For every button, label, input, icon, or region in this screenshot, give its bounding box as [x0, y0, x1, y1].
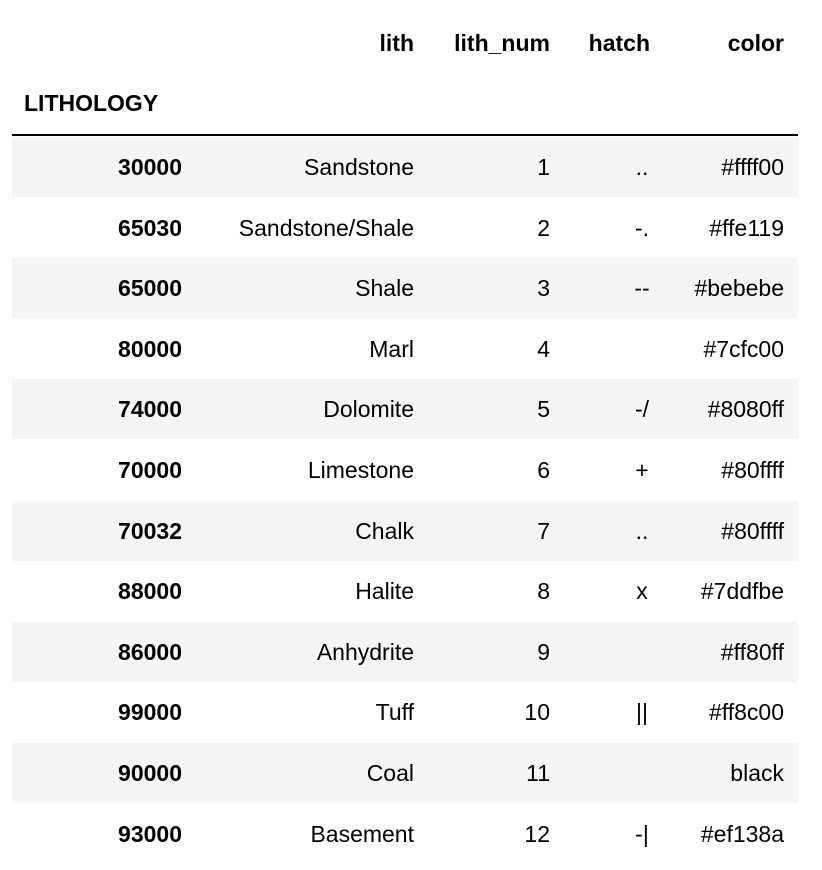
header-divider: [12, 134, 798, 136]
cell-lith: Limestone: [307, 457, 414, 483]
cell-lith-num: 12: [524, 820, 550, 847]
table-row: [12, 561, 798, 621]
row-index: 65030: [118, 214, 182, 241]
row-index: 99000: [118, 699, 182, 726]
cell-lith: Basement: [310, 820, 414, 847]
cell-lith: Sandstone/Shale: [238, 214, 414, 241]
column-header-hatch: hatch: [588, 30, 650, 56]
cell-lith-num: 8: [537, 578, 550, 605]
cell-lith: Sandstone: [304, 154, 414, 180]
index-name-header: LITHOLOGY: [24, 90, 159, 116]
column-header-lith-num: lith_num: [454, 30, 550, 56]
cell-lith-num: 9: [537, 638, 550, 665]
cell-color: #ffff00: [721, 154, 784, 180]
cell-lith: Anhydrite: [316, 638, 414, 665]
cell-color: #7cfc00: [703, 335, 784, 362]
cell-lith-num: 11: [526, 760, 550, 786]
cell-hatch: -/: [634, 396, 650, 423]
cell-hatch: +: [635, 457, 649, 483]
table-row: [12, 622, 798, 682]
cell-lith-num: 3: [537, 275, 550, 302]
table-row: [12, 682, 798, 742]
cell-lith-num: 5: [537, 396, 550, 423]
cell-lith: Shale: [355, 275, 414, 302]
cell-hatch: -.: [634, 214, 650, 241]
cell-color: #8080ff: [707, 396, 784, 423]
table-row: [12, 258, 798, 318]
cell-lith: Chalk: [355, 517, 414, 544]
row-index: 65000: [118, 275, 182, 302]
row-index: 90000: [118, 760, 182, 786]
cell-lith-num: 6: [537, 457, 550, 483]
cell-lith-num: 7: [537, 517, 550, 544]
row-index: 70000: [118, 457, 182, 483]
cell-hatch: --: [634, 275, 650, 302]
cell-lith: Dolomite: [323, 396, 414, 423]
cell-hatch: -|: [635, 820, 649, 847]
row-index: 30000: [118, 154, 182, 180]
row-index: 88000: [118, 578, 182, 605]
cell-color: #ff80ff: [720, 638, 784, 665]
cell-hatch: ..: [635, 517, 649, 544]
table-row: [12, 137, 798, 197]
table-row: [12, 319, 798, 379]
cell-color: #ffe119: [709, 214, 784, 241]
row-index: 80000: [118, 335, 182, 362]
cell-hatch: ||: [636, 699, 648, 726]
column-header-lith: lith: [379, 30, 414, 56]
cell-hatch: x: [636, 578, 648, 605]
cell-lith-num: 1: [537, 154, 550, 180]
cell-lith: Marl: [369, 335, 414, 362]
cell-color: #80ffff: [721, 457, 784, 483]
cell-lith-num: 4: [537, 335, 550, 362]
cell-color: black: [730, 760, 784, 786]
table-row: [12, 379, 798, 439]
cell-lith-num: 2: [537, 214, 550, 241]
cell-color: #7ddfbe: [700, 578, 784, 605]
table-row: [12, 440, 798, 500]
cell-color: #ef138a: [700, 820, 784, 847]
cell-lith: Tuff: [375, 699, 414, 726]
row-index: 86000: [118, 638, 182, 665]
column-header-color: color: [727, 30, 784, 56]
table-row: [12, 804, 798, 864]
table-row: [12, 743, 798, 803]
cell-hatch: ..: [635, 154, 649, 180]
cell-color: #ff8c00: [708, 699, 784, 726]
row-index: 74000: [118, 396, 182, 423]
row-index: 70032: [118, 517, 182, 544]
cell-lith: Halite: [355, 578, 414, 605]
cell-color: #bebebe: [694, 275, 784, 302]
cell-lith-num: 10: [524, 699, 550, 726]
table-row: [12, 198, 798, 258]
cell-color: #80ffff: [721, 517, 784, 544]
table-header: [0, 0, 798, 135]
row-index: 93000: [118, 820, 182, 847]
table-row: [12, 501, 798, 561]
cell-lith: Coal: [366, 760, 414, 786]
